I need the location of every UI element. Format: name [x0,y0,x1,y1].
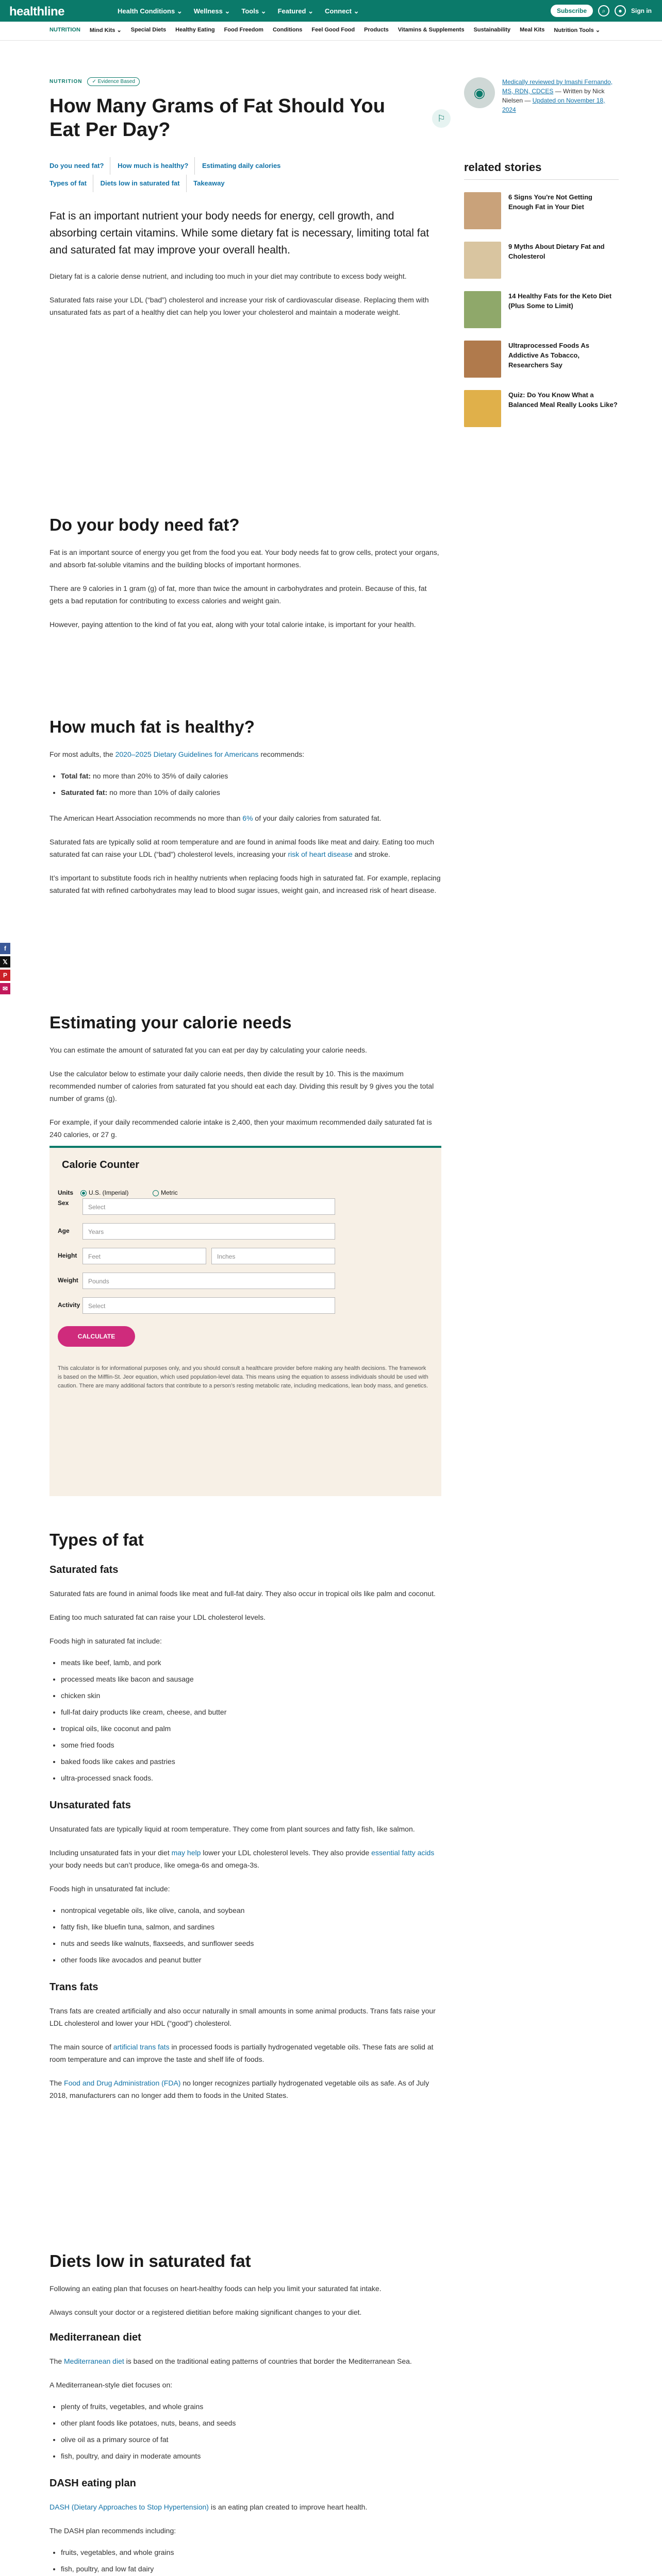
related-story[interactable] [464,341,619,378]
section-need-fat [49,515,441,631]
paragraph: The DASH plan recommends including: [49,2527,176,2535]
sign-in-link[interactable]: Sign in [631,7,652,14]
byline [502,77,619,114]
paragraph [49,836,441,860]
calculate-button[interactable]: CALCULATE [58,1326,135,1347]
nav-tools[interactable]: Tools ⌄ [241,7,267,15]
activity-select[interactable]: Select [82,1297,335,1314]
paragraph: Saturated fats are found in animal foods like meat and full-fat dairy. They also occur in tropical oils like palm and coconut. [49,1589,436,1598]
bookmark-icon[interactable]: ⚐ [432,109,451,128]
mediterranean-list [49,2398,441,2464]
text: of your daily calories from saturated fat. [253,814,382,822]
text: For most adults, the [49,750,115,758]
related-story[interactable] [464,192,619,229]
main-nav [118,7,359,15]
section-estimating [49,1013,441,1141]
units-label: Units [58,1189,73,1196]
healthline-logo[interactable]: healthline [9,5,65,19]
list-label: Total fat: [61,772,91,780]
paragraph [49,2501,441,2513]
section-how-much [49,717,441,896]
paragraph: Fat is an important source of energy you get from the food you eat. Your body needs fat to grow cells, protect your organs, and absorb fat-soluble vitamins and the building blocks of important hormones. [49,548,439,569]
section-heading: Estimating your calorie needs [49,1013,292,1032]
dash-include-list [49,2544,441,2576]
paragraph: For example, if your daily recommended calorie intake is 2,400, then your maximum recommended daily saturated fat is 240 calories, or 27 g. [49,1118,432,1139]
may-help-link[interactable]: may help [171,1849,201,1857]
table-of-contents [49,157,410,192]
paragraph [49,1846,441,1871]
option-label: U.S. (Imperial) [89,1189,129,1196]
unsaturated-foods-list [49,1902,441,1968]
height-inches-input[interactable]: Inches [211,1248,335,1264]
sidebar [464,77,619,427]
height-label: Height [58,1252,77,1259]
list-item: • fish, poultry, and low fat dairy [61,2561,441,2576]
dietary-guidelines-link[interactable]: 2020–2025 Dietary Guidelines for Americans [115,750,259,758]
section-heading: Types of fat [49,1530,144,1549]
nav-wellness[interactable]: Wellness ⌄ [193,7,230,15]
text: recommends: [258,750,305,758]
toc-link-diets[interactable]: Diets low in saturated fat [101,175,187,192]
paragraph: Foods high in saturated fat include: [49,1637,162,1645]
list-item: • baked foods like cakes and pastries [61,1753,441,1770]
list-item: • other foods like avocados and peanut butter [61,1952,441,1968]
sex-label: Sex [58,1199,69,1207]
subscribe-button[interactable]: Subscribe [551,5,593,17]
subnav-feel-good-food[interactable]: Feel Good Food [311,27,355,33]
facebook-share-icon[interactable]: f [0,943,10,954]
subnav-nutrition[interactable]: NUTRITION [49,27,80,33]
story-thumbnail[interactable] [464,192,501,229]
subsection-heading: Saturated fats [49,1564,119,1575]
related-stories-heading: related stories [464,161,619,180]
paragraph: You can estimate the amount of saturated fat you can eat per day by calculating your calorie needs. [49,1046,367,1054]
related-story[interactable] [464,390,619,427]
calculator-disclaimer: This calculator is for informational purposes only, and you should consult a healthcare provider before making any health decisions. The framework is based on the Mifflin-St. Jeor equation, which used population-level data. This means using the equation to assess individuals should be used with caution. There are many additional factors that contribute to a person’s resting metabolic rate, including medications, lean body mass, and genetics. [58,1365,428,1389]
recommendation-list [49,768,441,801]
paragraph [49,748,441,760]
reviewer-card [464,77,619,114]
weight-input[interactable]: Pounds [82,1273,335,1289]
story-title[interactable]: Ultraprocessed Foods As Addictive As Tobacco, Researchers Say [508,342,590,369]
option-label: Metric [161,1189,178,1196]
subnav-vitamins[interactable]: Vitamins & Supplements [398,27,465,33]
text: your body needs but can’t produce, like omega-6s and omega-3s. [49,1861,260,1869]
pinterest-share-icon[interactable]: P [0,970,10,981]
text: The [49,2079,64,2087]
subnav-products[interactable]: Products [364,27,389,33]
subnav-meal-kits[interactable]: Meal Kits [520,27,545,33]
list-item: • full-fat dairy products like cream, cheese, and butter [61,1704,441,1720]
text: Including unsaturated fats in your diet [49,1849,172,1857]
paragraph: Following an eating plan that focuses on heart-healthy foods can help you limit your saturated fat intake. [49,2284,382,2293]
text: is based on the traditional eating patterns of countries that border the Mediterranean Sea. [124,2357,412,2365]
toc-link-need-fat[interactable]: Do you need fat? [49,157,110,175]
intro-paragraph: Saturated fats raise your LDL (“bad”) cholesterol and increase your risk of cardiovascular disease. Replacing them with unsaturated fats as part of a healthy diet can help you lower your cholesterol and maintain a moderate weight. [49,296,429,316]
category-tag[interactable]: NUTRITION [49,79,82,84]
text: The [49,2357,64,2365]
list-item: • nuts and seeds like walnuts, flaxseeds, and sunflower seeds [61,1935,441,1952]
nav-featured[interactable]: Featured ⌄ [277,7,313,15]
list-text: no more than 10% of daily calories [107,788,220,796]
text: is an eating plan created to improve heart health. [208,2503,368,2511]
list-text: no more than 20% to 35% of daily calories [91,772,228,780]
artificial-trans-fats-link[interactable]: artificial trans fats [113,2043,170,2051]
intro-paragraph: Dietary fat is a calorie dense nutrient, and including too much in your diet may contribute to excess body weight. [49,272,407,280]
paragraph [49,2355,441,2367]
story-title[interactable]: 9 Myths About Dietary Fat and Cholesterol [508,243,605,260]
list-item: • tropical oils, like coconut and palm [61,1720,441,1737]
text: Saturated fats are typically solid at room temperature and are found in animal foods like meat and dairy. Eating too much saturated fat can raise your LDL (“bad”) cholesterol levels, increasing your [49,838,435,858]
toc-link-estimating[interactable]: Estimating daily calories [202,162,281,170]
subsection-heading: Trans fats [49,1981,98,1993]
text: The American Heart Association recommends no more than [49,814,243,822]
subnav-food-freedom[interactable]: Food Freedom [224,27,263,33]
x-share-icon[interactable]: 𝕏 [0,956,10,968]
essential-fatty-acids-link[interactable]: essential fatty acids [371,1849,435,1857]
radio-checked-icon[interactable] [80,1190,87,1196]
top-header [0,0,662,22]
nav-connect[interactable]: Connect ⌄ [324,7,359,15]
story-thumbnail[interactable] [464,242,501,279]
paragraph: Eating too much saturated fat can raise your LDL cholesterol levels. [49,1613,266,1621]
sub-nav [0,22,662,41]
subnav-mind-kits[interactable]: Mind Kits ⌄ [89,27,122,33]
weight-label: Weight [58,1277,78,1284]
units-imperial-option[interactable] [80,1189,128,1196]
page-title: How Many Grams of Fat Should You Eat Per Day? [49,95,385,141]
list-item [61,768,441,784]
list-item: • nontropical vegetable oils, like olive, canola, and soybean [61,1902,441,1919]
paragraph: Use the calculator below to estimate your daily calorie needs, then divide the result by 10. This is the maximum recommended number of calories from saturated fat you should eat each day. Dividing this result by 9 gives you the total number of grams (g). [49,1070,434,1103]
subsection-heading: Unsaturated fats [49,1800,131,1811]
section-heading: Do your body need fat? [49,515,240,534]
subnav-healthy-eating[interactable]: Healthy Eating [175,27,215,33]
evidence-based-badge[interactable]: ✓ Evidence Based [87,77,139,86]
calorie-calculator [49,1146,441,1496]
story-title[interactable]: 14 Healthy Fats for the Keto Diet (Plus Some to Limit) [508,292,612,310]
list-item: • other plant foods like potatoes, nuts, beans, and seeds [61,2415,441,2431]
paragraph: However, paying attention to the kind of fat you eat, along with your total calorie intake, is important for your health. [49,620,416,629]
subnav-sustainability[interactable]: Sustainability [473,27,511,33]
aha-link[interactable]: 6% [242,814,253,822]
text: The main source of [49,2043,113,2051]
dash-link[interactable]: DASH (Dietary Approaches to Stop Hypertension) [49,2503,209,2511]
paragraph [49,812,441,824]
list-item: • fatty fish, like bluefin tuna, salmon, and sardines [61,1919,441,1935]
story-title[interactable]: 6 Signs You're Not Getting Enough Fat in Your Diet [508,193,592,211]
related-story[interactable] [464,291,619,328]
lead-paragraph: Fat is an important nutrient your body needs for energy, cell growth, and absorbing certain vitamins. While some dietary fat is necessary, limiting total fat and saturated fat may improve your overall health. [49,210,429,256]
text: in processed foods is partially hydrogenated vegetable oils. These fats are solid at room temperature and can improve the taste and shelf life of foods. [49,2043,434,2063]
text: no longer recognizes partially hydrogenated vegetable oils as safe. As of July 2018, manufacturers can no longer add them to foods in the United States. [49,2079,429,2099]
fda-link[interactable]: Food and Drug Administration (FDA) [64,2079,181,2087]
paragraph: Trans fats are created artificially and also occur naturally in small amounts in some animal products. Trans fats raise your LDL cholesterol and lower your HDL (“good”) cholesterol. [49,2007,436,2027]
paragraph: A Mediterranean-style diet focuses on: [49,2381,173,2389]
search-icon[interactable]: ⌕ [598,5,609,16]
age-input[interactable]: Years [82,1223,335,1240]
author-text: — Written by Nick Nielsen — [502,88,605,104]
list-item: • fish, poultry, and dairy in moderate amounts [61,2448,441,2464]
paragraph: Unsaturated fats are typically liquid at room temperature. They come from plant sources and fatty fish, like salmon. [49,1825,415,1833]
story-thumbnail[interactable] [464,291,501,328]
related-story[interactable] [464,242,619,279]
paragraph: It’s important to substitute foods rich in healthy nutrients when replacing foods high in saturated fat. For example, replacing saturated fat with refined carbohydrates may lead to blood sugar issues, weight gain, and increased risk of heart disease. [49,874,441,894]
saturated-foods-list [49,1654,441,1786]
mediterranean-diet-link[interactable]: Mediterranean diet [64,2357,124,2365]
nav-health-conditions[interactable]: Health Conditions ⌄ [118,7,183,15]
subnav-conditions[interactable]: Conditions [272,27,303,33]
subsection-heading: DASH eating plan [49,2478,136,2489]
paragraph: Foods high in unsaturated fat include: [49,1885,170,1893]
subnav-nutrition-tools[interactable]: Nutrition Tools ⌄ [554,27,601,33]
activity-label: Activity [58,1301,80,1309]
article-body [49,77,446,318]
list-item: • some fried foods [61,1737,441,1753]
header-actions [551,5,652,17]
list-item: • processed meats like bacon and sausage [61,1671,441,1687]
user-icon[interactable]: ● [615,5,626,16]
sex-select[interactable]: Select [82,1198,335,1215]
paragraph: Always consult your doctor or a registered dietitian before making significant changes to your diet. [49,2308,362,2316]
story-thumbnail[interactable] [464,390,501,427]
calculator-title: Calorie Counter [62,1159,140,1171]
list-item [61,784,441,801]
units-metric-option[interactable] [153,1189,178,1196]
section-heading: How much fat is healthy? [49,717,255,736]
list-item: • plenty of fruits, vegetables, and whole grains [61,2398,441,2415]
text: lower your LDL cholesterol levels. They also provide [201,1849,372,1857]
heart-disease-link[interactable]: risk of heart disease [288,850,353,858]
story-title[interactable]: Quiz: Do You Know What a Balanced Meal Really Looks Like? [508,391,618,409]
subsection-heading: Mediterranean diet [49,2332,141,2343]
list-item: • ultra-processed snack foods. [61,1770,441,1786]
paragraph [49,2041,441,2065]
story-thumbnail[interactable] [464,341,501,378]
text: and stroke. [352,850,390,858]
reviewer-avatar: ◉ [464,77,495,108]
section-heading: Diets low in saturated fat [49,2251,251,2270]
reviewer-link[interactable]: Medically reviewed by Imashi Fernando, MS, RDN, CDCES [502,78,613,95]
list-label: Saturated fat: [61,788,108,796]
paragraph: There are 9 calories in 1 gram (g) of fat, more than twice the amount in carbohydrates and protein. Because of this, fat gets a bad reputation for contributing to excess calories and weight gain. [49,584,427,605]
paragraph [49,2077,441,2102]
section-diets [49,2251,441,2576]
subnav-special-diets[interactable]: Special Diets [130,27,167,33]
list-item: • olive oil as a primary source of fat [61,2431,441,2448]
list-item: • meats like beef, lamb, and pork [61,1654,441,1671]
height-feet-input[interactable]: Feet [82,1248,206,1264]
section-types [49,1530,441,2102]
list-item: • fruits, vegetables, and whole grains [61,2544,441,2561]
updated-link[interactable]: Updated on November 18, 2024 [502,97,605,113]
toc-link-how-much[interactable]: How much is healthy? [118,157,195,175]
age-label: Age [58,1227,70,1234]
toc-link-takeaway[interactable]: Takeaway [193,179,225,187]
email-share-icon[interactable]: ✉ [0,983,10,994]
radio-unchecked-icon[interactable] [153,1190,159,1196]
toc-link-types[interactable]: Types of fat [49,175,93,192]
list-item: • chicken skin [61,1687,441,1704]
